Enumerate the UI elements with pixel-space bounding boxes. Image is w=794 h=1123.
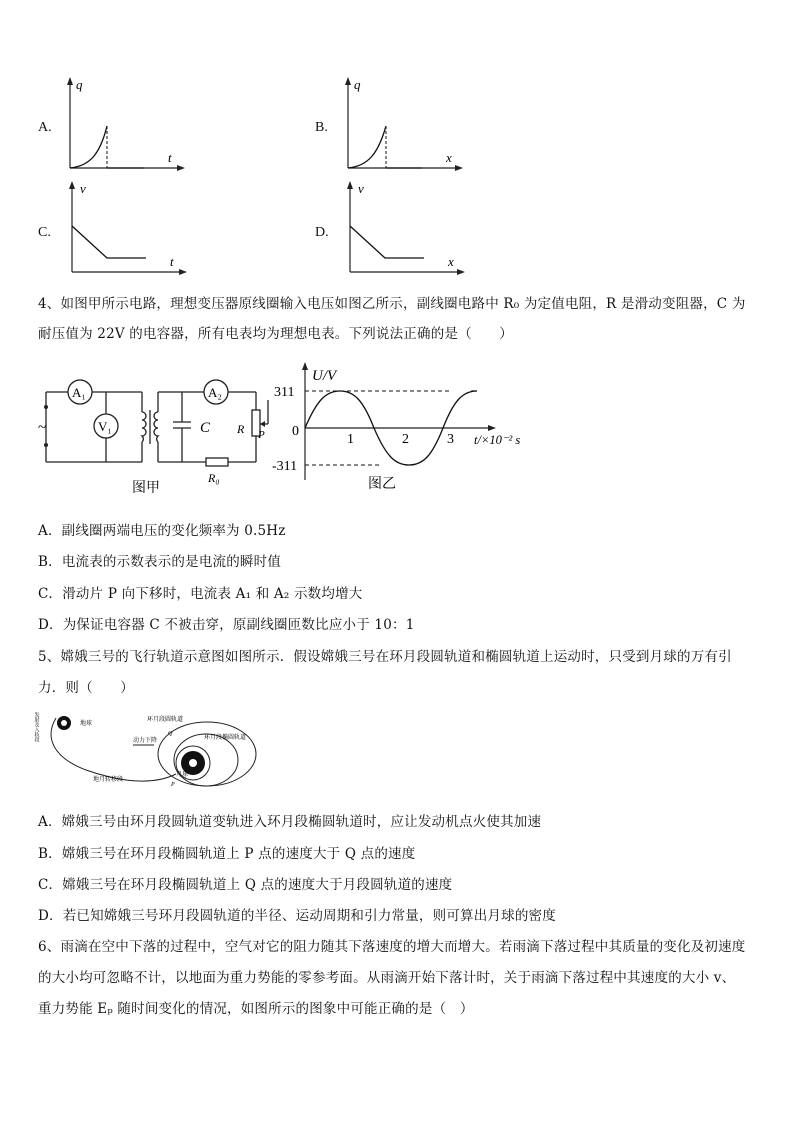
slider-p-label: P: [258, 429, 265, 441]
option-d-graph: [340, 180, 470, 280]
q5-stem-line2: 力．则（ ）: [38, 680, 134, 696]
ammeter-a2-label: A₂: [208, 385, 222, 400]
q4-stem-line1: 4、如图甲所示电路，理想变压器原线圈输入电压如图乙所示，副线圈电路中 R₀ 为定值电阻，R 是滑动变阻器，C 为: [38, 296, 746, 312]
q6-line3: 重力势能 Eₚ 随时间变化的情况，如图所示的图象中可能正确的是（ ）: [38, 1001, 474, 1017]
option-c-label: C.: [38, 225, 51, 240]
circle-orbit-label: 环月段圆轨道: [147, 717, 184, 723]
option-b-graph: [338, 76, 468, 176]
time-tick-1: 1: [347, 432, 354, 447]
voltage-graph: [270, 360, 540, 495]
resistor-r0-label: R₀: [208, 471, 220, 485]
moon-label: 月球: [176, 772, 189, 778]
launch-label: 发射及入轨段: [33, 712, 39, 742]
option-a-label: A.: [38, 120, 52, 135]
option-c-xlabel: t: [170, 254, 174, 269]
option-b-xlabel: x: [446, 150, 452, 165]
q5-stem-line1: 5、嫦娥三号的飞行轨道示意图如图所示．假设嫦娥三号在环月段圆轨道和椭圆轨道上运动时，只受到月球的万有引: [38, 649, 732, 665]
option-c-graph: [62, 180, 192, 280]
orbit-diagram: [33, 702, 276, 802]
q5-option-c: C．嫦娥三号在环月段椭圆轨道上 Q 点的速度大于月段圆轨道的速度: [38, 877, 453, 893]
option-b-label: B.: [315, 120, 328, 135]
q5-option-d: D．若已知嫦娥三号环月段圆轨道的半径、运动周期和引力常量，则可算出月球的密度: [38, 908, 556, 924]
voltage-tick-neg311: -311: [272, 459, 298, 474]
ac-source-symbol: ~: [38, 420, 47, 436]
option-d-label: D.: [315, 225, 329, 240]
option-d-xlabel: x: [448, 254, 454, 269]
q4-option-c: C．滑动片 P 向下移时，电流表 A₁ 和 A₂ 示数均增大: [38, 586, 363, 602]
earth-label: 地球: [80, 721, 93, 727]
ammeter-a1-label: A₁: [72, 385, 86, 400]
q4-option-b: B．电流表的示数表示的是电流的瞬时值: [38, 554, 282, 570]
q5-option-a: A．嫦娥三号由环月段圆轨道变轨进入环月段椭圆轨道时，应让发动机点火使其加速: [38, 814, 542, 830]
voltage-ylabel: U/V: [312, 368, 337, 384]
option-a-graph: [60, 76, 190, 176]
voltage-tick-0: 0: [292, 424, 299, 439]
option-b-ylabel: q: [354, 77, 361, 92]
time-xlabel: t/×10⁻² s: [474, 433, 521, 447]
point-p-label: P: [171, 782, 175, 788]
figure-yi-caption: 图乙: [368, 477, 396, 492]
descent-label: 动力下降: [133, 738, 158, 744]
option-a-xlabel: t: [168, 150, 172, 165]
point-q-label: Q: [168, 731, 173, 737]
q4-option-d: D．为保证电容器 C 不被击穿，原副线圈匝数比应小于 10：1: [38, 617, 415, 633]
voltmeter-v1-label: V₁: [98, 419, 112, 434]
option-c-ylabel: v: [80, 181, 86, 196]
q4-option-a: A．副线圈两端电压的变化频率为 0.5Hz: [38, 523, 286, 539]
transfer-label: 地月转移段: [93, 777, 124, 783]
circuit-diagram: [32, 370, 277, 500]
time-tick-2: 2: [402, 432, 409, 447]
option-d-ylabel: v: [358, 181, 364, 196]
figure-jia-caption: 图甲: [132, 481, 160, 496]
q4-stem-line2: 耐压值为 22V 的电容器，所有电表均为理想电表。下列说法正确的是（ ）: [38, 326, 513, 342]
time-tick-3: 3: [447, 432, 454, 447]
option-a-ylabel: q: [76, 77, 83, 92]
voltage-tick-311: 311: [274, 385, 295, 400]
q6-line1: 6、雨滴在空中下落的过程中，空气对它的阻力随其下落速度的增大而增大。若雨滴下落过程中其质量的变化及初速度: [38, 939, 746, 955]
resistor-r-label: R: [237, 422, 245, 436]
capacitor-c-label: C: [200, 420, 211, 436]
ellipse-orbit-label: 环月段椭圆轨道: [204, 735, 247, 741]
q6-line2: 的大小均可忽略不计，以地面为重力势能的零参考面。从雨滴开始下落计时，关于雨滴下落过程中其速度的大小 v、: [38, 970, 736, 986]
q5-option-b: B．嫦娥三号在环月段椭圆轨道上 P 点的速度大于 Q 点的速度: [38, 846, 416, 862]
